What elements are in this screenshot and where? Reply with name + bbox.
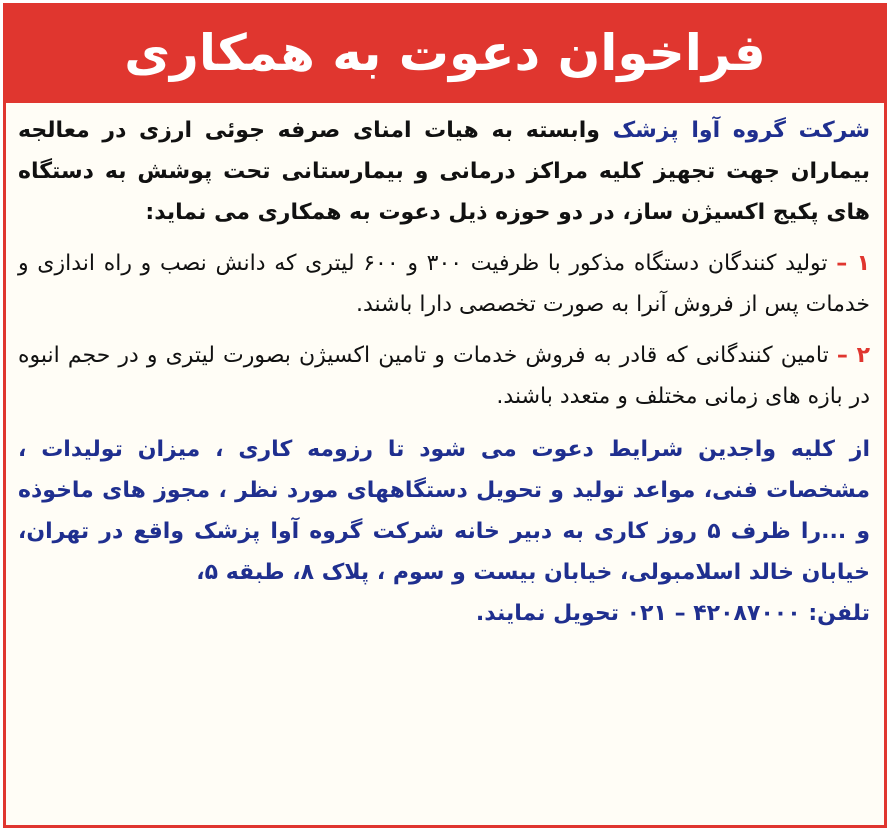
page-title: فراخوان دعوت به همکاری [6,6,884,103]
item-number-2: ۲ – [836,343,870,368]
list-item-1 [18,243,870,325]
closing-text: تحویل نمایند. [475,601,627,626]
list-item-2 [18,335,870,417]
footer-text: از کلیه واجدین شرایط دعوت می شود تا رزومه کاری ، میزان تولیدات ، مشخصات فنی، مواعد تولید و تحویل دستگاههای مورد نظر ، مجوز های ماخوذه و ...را ظرف ۵ روز کاری به دبیر خانه شرکت گروه آوا پزشک واقع در تهران، خیابان خالد اسلامبولی، خیابان بیست و سوم ، پلاک ۸، طبقه ۵، [18,437,870,585]
ad-body [18,110,870,821]
footer-paragraph [18,429,870,634]
company-name: شرکت گروه آوا پزشک [612,118,870,143]
intro-text: وابسته به هیات امنای صرفه جوئی ارزی در معالجه بیماران جهت تجهیز کلیه مراکز درمانی و بیمارستانی تحت پوشش به دستگاه های پکیج اکسیژن ساز، در دو حوزه ذیل دعوت به همکاری می نماید: [18,118,870,225]
intro-paragraph [18,110,870,233]
phone-number: تلفن: ۴۲۰۸۷۰۰۰ – ۰۲۱ [626,601,870,626]
item-text-2: تامین کنندگانی که قادر به فروش خدمات و تامین اکسیژن بصورت لیتری و در حجم انبوه در بازه های زمانی مختلف و متعدد باشند. [18,343,870,409]
advertisement-frame [3,3,887,828]
item-number-1: ۱ – [836,251,870,276]
item-text-1: تولید کنندگان دستگاه مذکور با ظرفیت ۳۰۰ و ۶۰۰ لیتری که دانش نصب و راه اندازی و خدمات پس از فروش آنرا به صورت تخصصی دارا باشند. [18,251,870,317]
